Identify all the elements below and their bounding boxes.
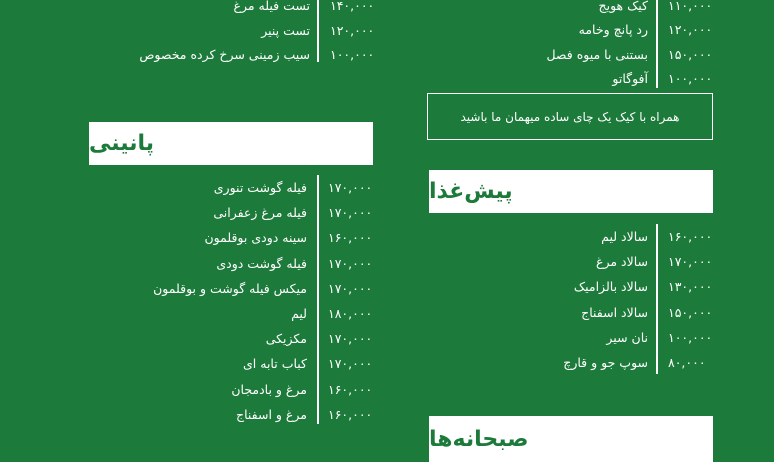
item-price: ۱۱۰,۰۰۰ bbox=[668, 0, 713, 13]
item-name: فیله گوشت تنوری bbox=[213, 180, 307, 195]
section-title: پیش‌غذا bbox=[429, 179, 513, 204]
item-name: آفوگاتو bbox=[612, 71, 648, 86]
item-price: ۱۷۰,۰۰۰ bbox=[668, 254, 713, 270]
item-name: نان سیر bbox=[606, 329, 648, 345]
item-name: تست پنیر bbox=[261, 23, 310, 38]
list-item-name bbox=[0, 325, 648, 350]
list-item-name bbox=[0, 402, 307, 427]
item-price: ۱۶۰,۰۰۰ bbox=[328, 230, 373, 246]
item-name: سینه دودی بوقلمون bbox=[204, 230, 307, 246]
item-name: سالاد بالزامیک bbox=[573, 279, 648, 295]
item-price: ۱۸۰,۰۰۰ bbox=[328, 306, 373, 321]
item-price: ۱۷۰,۰۰۰ bbox=[328, 205, 373, 221]
item-name: مرغ و بادمجان bbox=[231, 381, 307, 397]
item-name: تست فیله مرغ bbox=[233, 0, 310, 13]
item-name: سالاد لیم bbox=[601, 229, 648, 244]
item-price: ۱۲۰,۰۰۰ bbox=[668, 22, 713, 37]
item-name: مکزیکی bbox=[265, 331, 307, 347]
item-name: فیله مرغ زعفرانی bbox=[213, 205, 307, 221]
list-item-name bbox=[0, 249, 648, 274]
item-name: سوپ جو و قارچ bbox=[563, 355, 648, 370]
item-name: میکس فیله گوشت و بوقلمون bbox=[153, 280, 307, 296]
list-item-name bbox=[0, 274, 648, 299]
section-title: صبحانه‌ها bbox=[429, 426, 529, 452]
item-name: سیب زمینی سرخ کرده مخصوص bbox=[139, 47, 310, 62]
list-item-name bbox=[0, 224, 648, 249]
note-text: همراه با کیک یک چای ساده میهمان ما باشید bbox=[460, 109, 680, 124]
note-box bbox=[427, 93, 713, 140]
item-name: کیک هویج bbox=[598, 0, 648, 13]
list-item-name bbox=[0, 377, 307, 402]
item-name: مرغ و اسفناج bbox=[236, 406, 307, 422]
section-header-breakfast bbox=[429, 416, 713, 462]
item-price: ۱۷۰,۰۰۰ bbox=[328, 255, 373, 271]
list-item-name bbox=[0, 200, 307, 225]
item-name: فیله گوشت دودی bbox=[216, 255, 307, 271]
item-price: ۸۰,۰۰۰ bbox=[668, 355, 706, 370]
item-price: ۱۳۰,۰۰۰ bbox=[668, 279, 713, 295]
item-price: ۱۶۰,۰۰۰ bbox=[328, 381, 373, 397]
item-name: بستنی با میوه فصل bbox=[546, 47, 648, 62]
item-price: ۱۷۰,۰۰۰ bbox=[328, 331, 373, 347]
section-title: پانینی bbox=[89, 131, 155, 156]
item-price: ۱۷۰,۰۰۰ bbox=[328, 180, 373, 195]
list-item bbox=[0, 66, 648, 91]
divider-appetizers bbox=[656, 224, 658, 374]
section-header-appetizers bbox=[429, 170, 713, 213]
list-item-name bbox=[0, 350, 648, 375]
item-price: ۱۵۰,۰۰۰ bbox=[668, 47, 713, 62]
item-price: ۱۷۰,۰۰۰ bbox=[328, 280, 373, 296]
item-price: ۱۵۰,۰۰۰ bbox=[668, 304, 713, 320]
item-price: ۱۶۰,۰۰۰ bbox=[328, 406, 373, 422]
item-name: لیم bbox=[291, 306, 307, 321]
item-price: ۱۰۰,۰۰۰ bbox=[330, 47, 375, 62]
item-name: کباب تابه ای bbox=[243, 356, 307, 372]
list-item-name bbox=[0, 300, 648, 325]
list-item-name bbox=[0, 175, 307, 200]
item-price: ۱۰۰,۰۰۰ bbox=[668, 71, 713, 86]
list-item bbox=[0, 0, 648, 18]
divider-right-top bbox=[656, 0, 658, 88]
item-price: ۱۴۰,۰۰۰ bbox=[330, 0, 375, 13]
item-price: ۱۷۰,۰۰۰ bbox=[328, 356, 373, 372]
item-price: ۱۲۰,۰۰۰ bbox=[330, 23, 375, 38]
list-item bbox=[0, 17, 648, 42]
item-name: رد پانچ وخامه bbox=[578, 22, 648, 37]
item-name: سالاد مرغ bbox=[595, 254, 648, 270]
item-price: ۱۰۰,۰۰۰ bbox=[668, 329, 713, 345]
section-header-panini bbox=[89, 122, 373, 165]
item-price: ۱۶۰,۰۰۰ bbox=[668, 229, 713, 244]
item-name: سالاد اسفناج bbox=[581, 304, 648, 320]
list-item bbox=[0, 42, 648, 67]
